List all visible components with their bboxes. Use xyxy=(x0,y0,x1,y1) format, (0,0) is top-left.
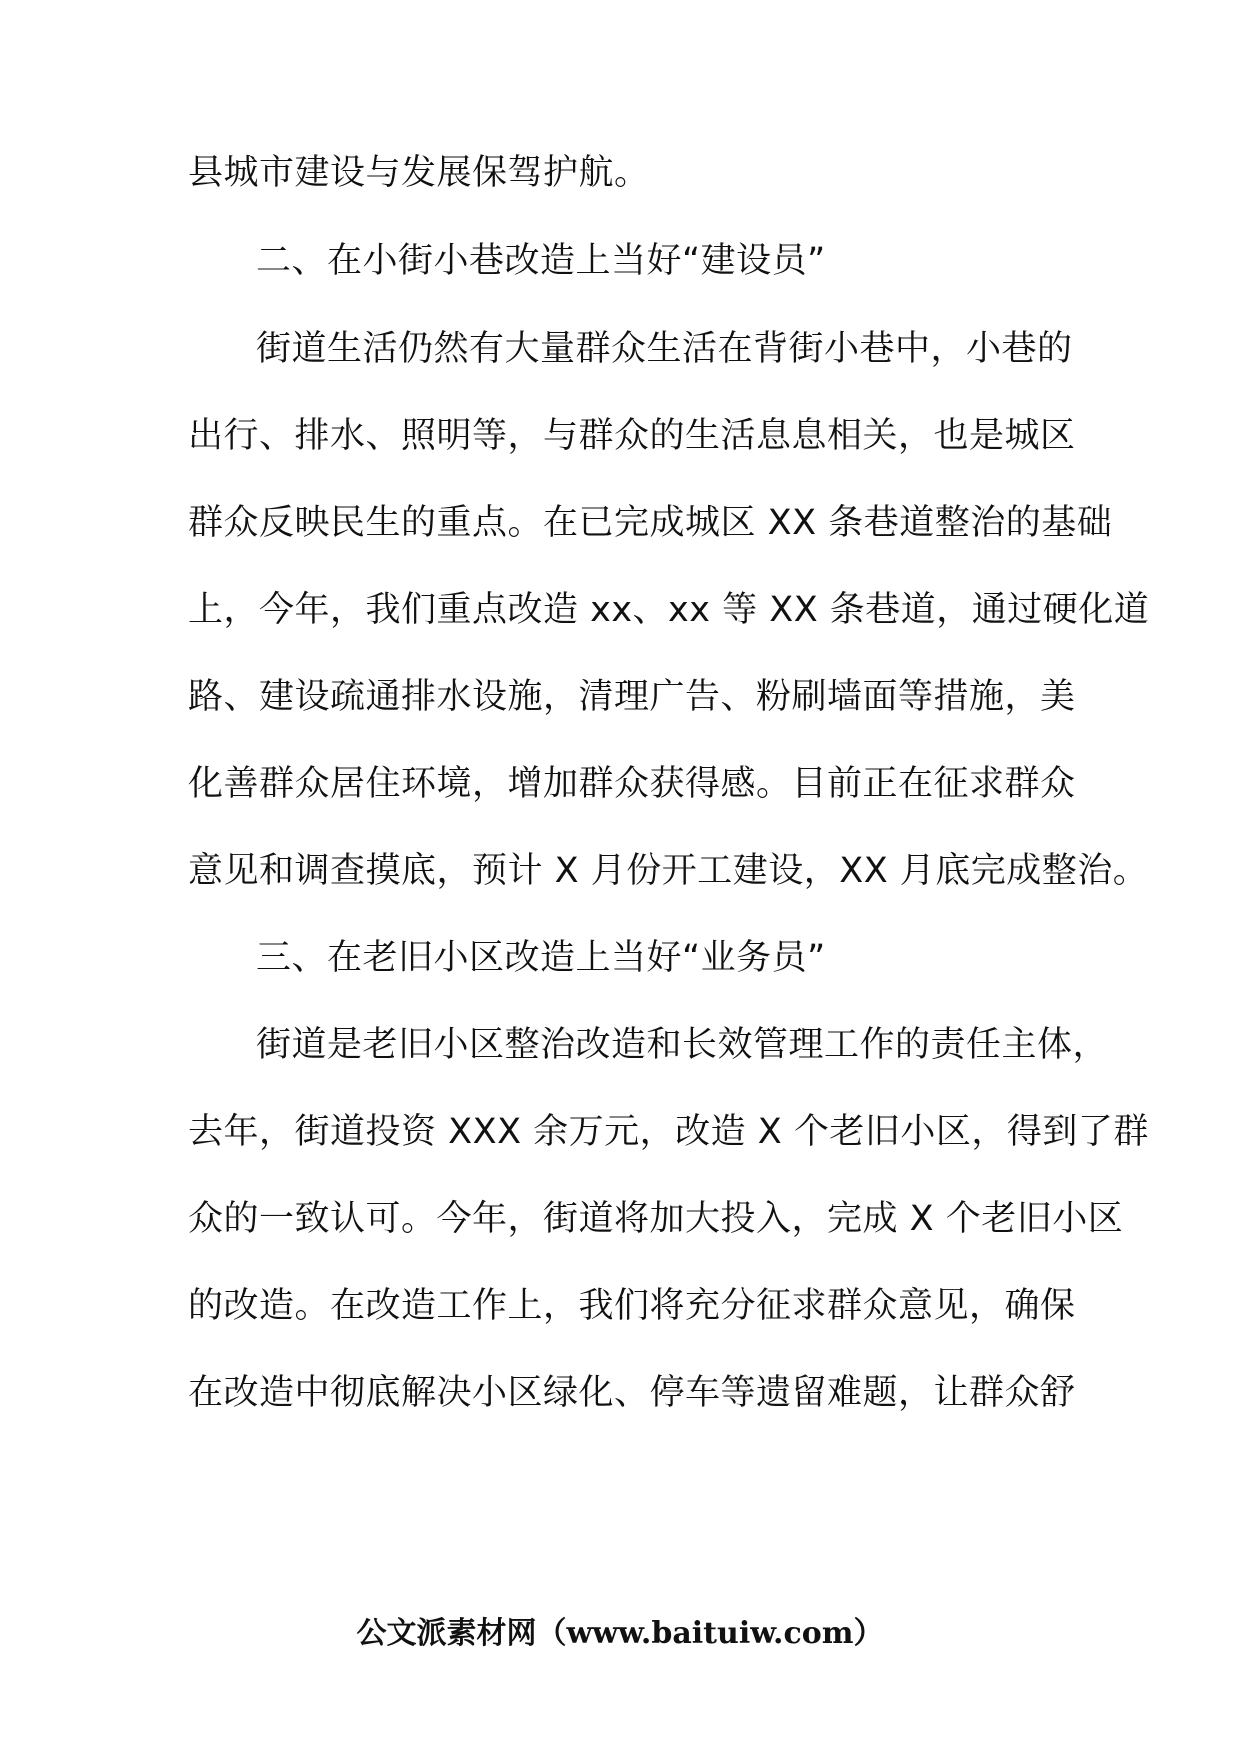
paragraph-line: 化善群众居住环境，增加群众获得感。目前正在征求群众 xyxy=(188,764,1076,804)
paragraph-line: 在改造中彻底解决小区绿化、停车等遗留难题，让群众舒 xyxy=(188,1373,1076,1413)
section-heading: 二、在小街小巷改造上当好“建设员” xyxy=(256,241,826,281)
text-line: 县城市建设与发展保驾护航。 xyxy=(188,153,650,193)
paragraph-line: 街道生活仍然有大量群众生活在背街小巷中，小巷的 xyxy=(256,329,1073,369)
page-footer: 公文派素材网（www.baituiw.com） xyxy=(356,1616,884,1651)
paragraph-line: 去年，街道投资 XXX 余万元，改造 X 个老旧小区，得到了群 xyxy=(188,1112,1149,1152)
paragraph-line: 群众反映民生的重点。在已完成城区 XX 条巷道整治的基础 xyxy=(188,503,1113,543)
paragraph-line: 上，今年，我们重点改造 xx、xx 等 XX 条巷道，通过硬化道 xyxy=(188,590,1150,630)
paragraph-line: 意见和调查摸底，预计 X 月份开工建设，XX 月底完成整治。 xyxy=(188,851,1149,891)
paragraph-line: 的改造。在改造工作上，我们将充分征求群众意见，确保 xyxy=(188,1286,1076,1326)
paragraph-line: 出行、排水、照明等，与群众的生活息息相关，也是城区 xyxy=(188,416,1076,456)
paragraph-line: 路、建设疏通排水设施，清理广告、粉刷墙面等措施，美 xyxy=(188,677,1076,717)
paragraph-line: 众的一致认可。今年，街道将加大投入，完成 X 个老旧小区 xyxy=(188,1199,1124,1239)
paragraph-line: 街道是老旧小区整治改造和长效管理工作的责任主体， xyxy=(256,1025,1109,1065)
section-heading: 三、在老旧小区改造上当好“业务员” xyxy=(256,938,826,978)
